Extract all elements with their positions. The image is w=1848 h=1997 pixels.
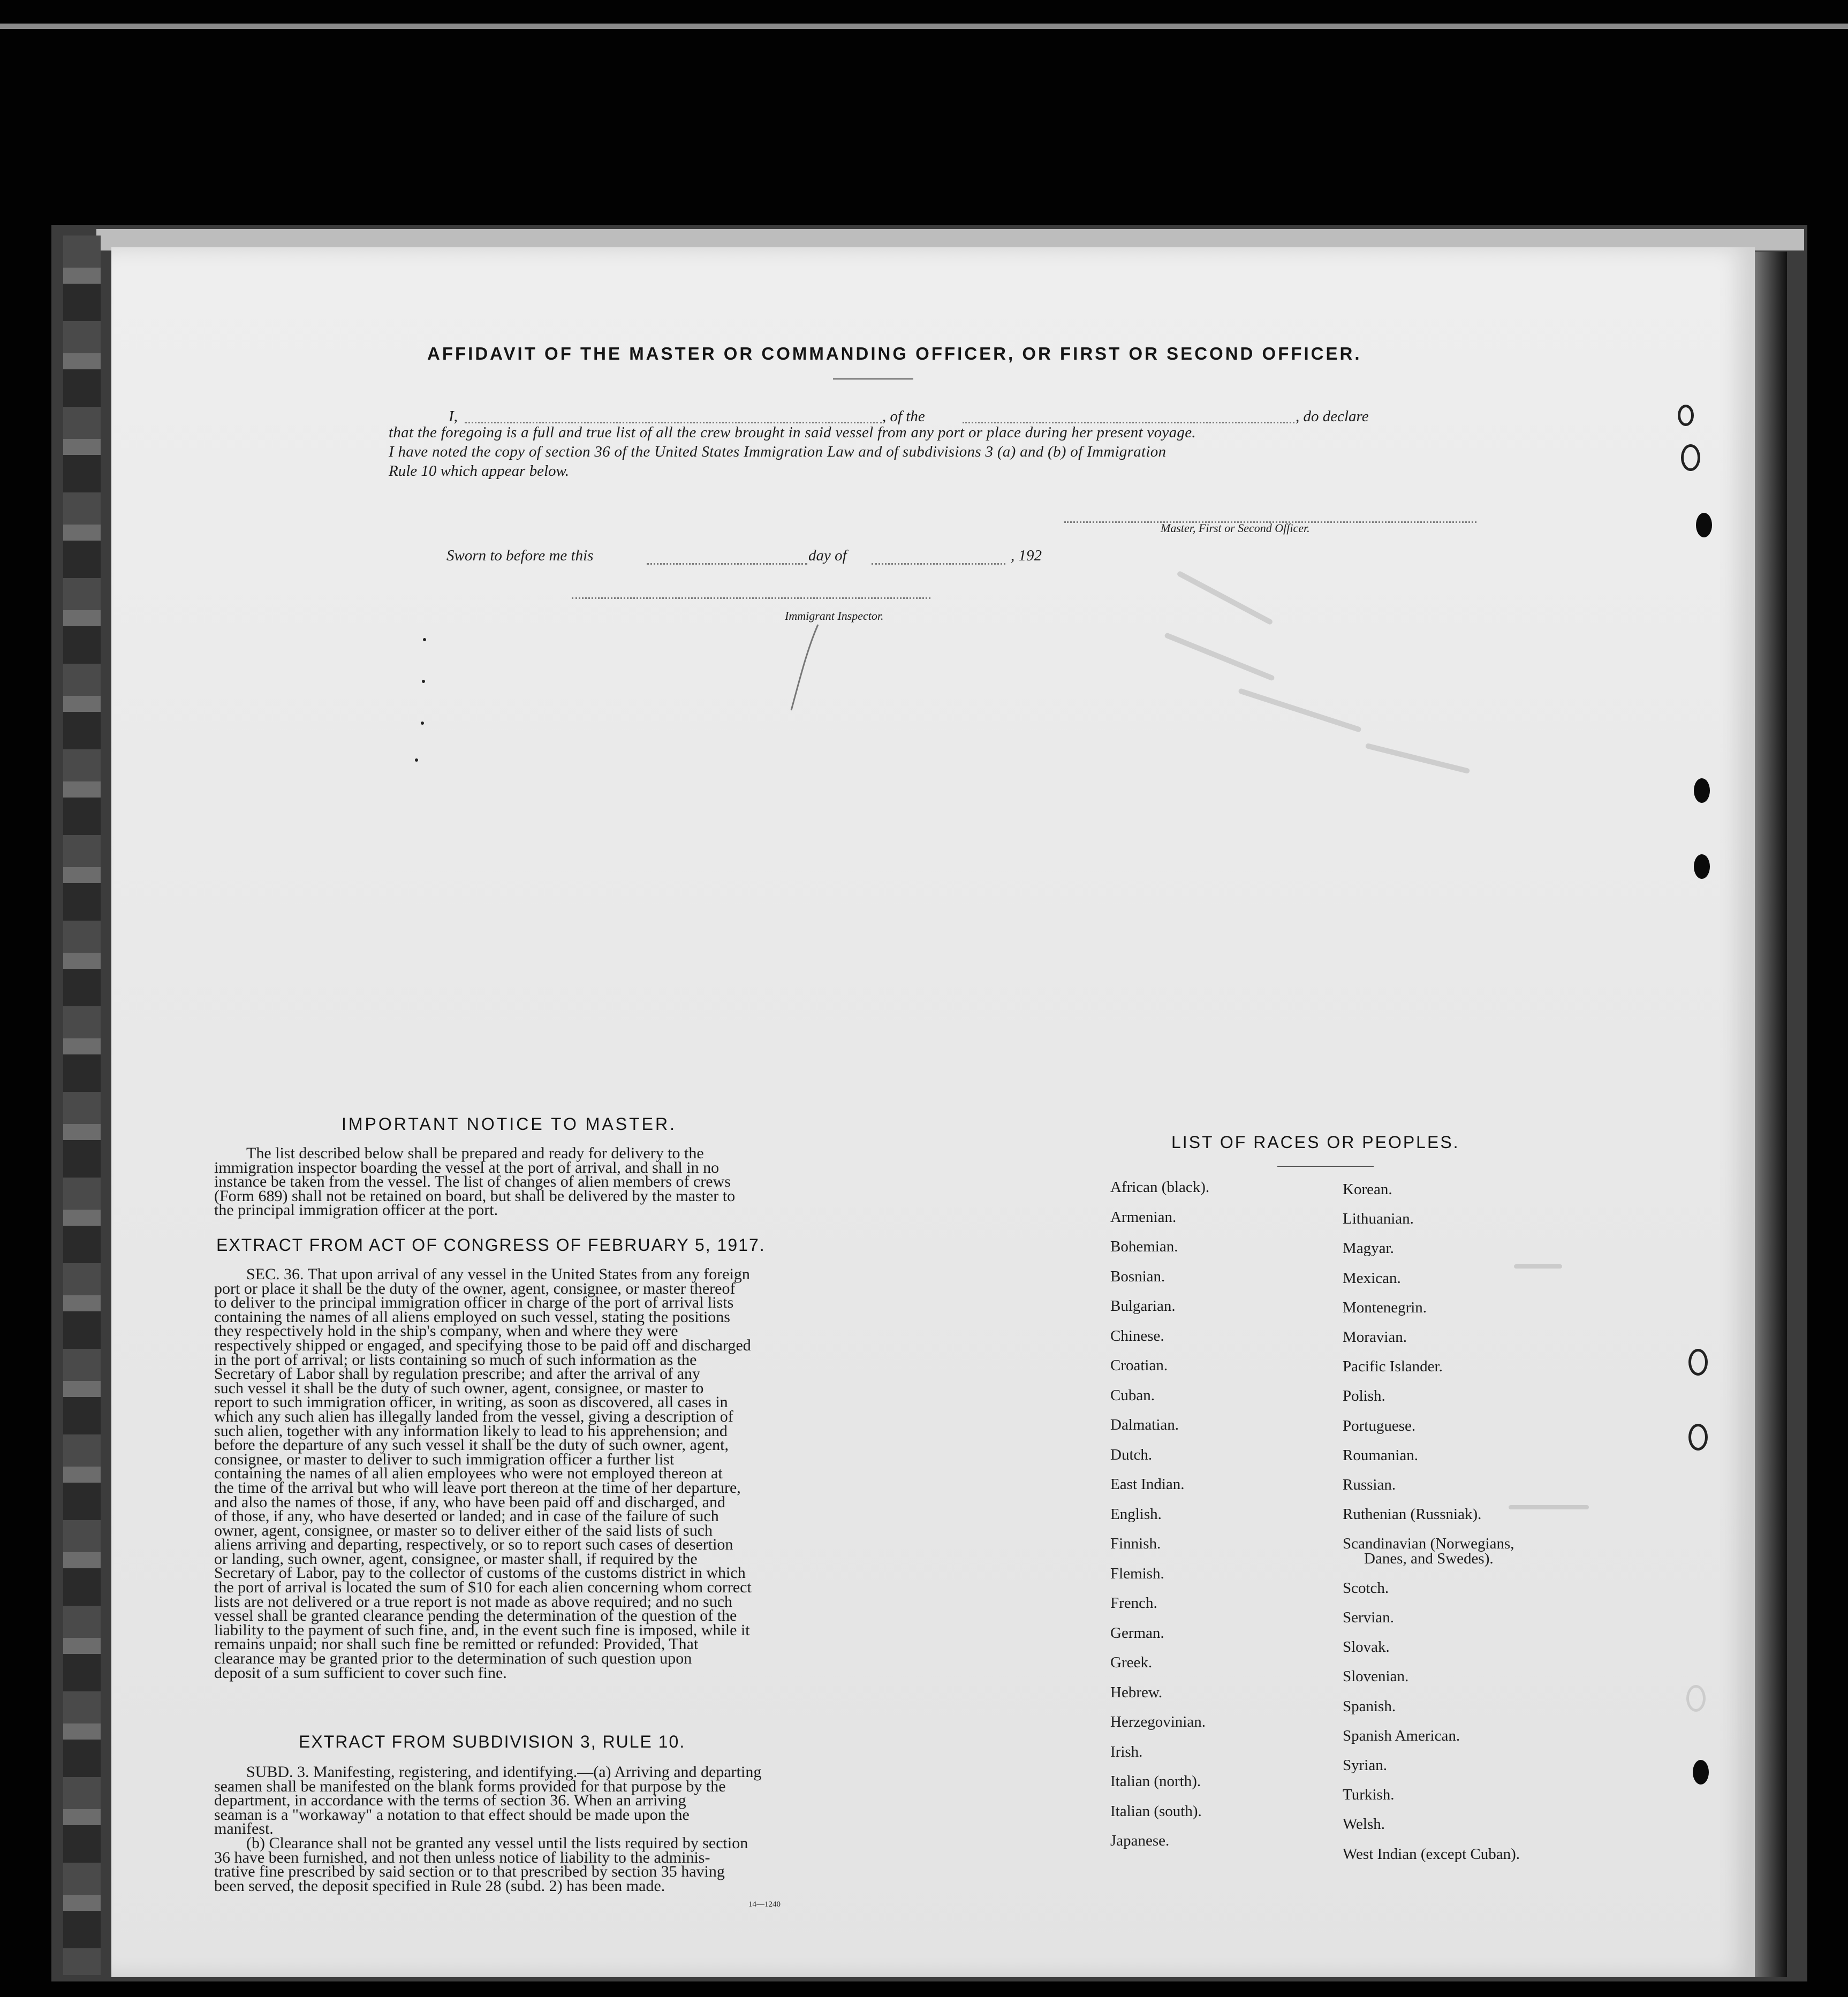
race-entry: Russian. xyxy=(1343,1476,1396,1493)
scanner-top-line xyxy=(0,24,1848,29)
bleed-through-mark xyxy=(1509,1505,1589,1509)
vessel-blank xyxy=(963,422,1294,423)
race-entry: Bulgarian. xyxy=(1110,1297,1176,1315)
text-line: SUBD. 3. Manifesting, registering, and identifying.—(a) Arriving and departing xyxy=(246,1763,762,1781)
year-label: , 192 xyxy=(1011,547,1042,564)
text-line: which any such alien has illegally landed from the vessel, giving a description of xyxy=(214,1407,733,1425)
race-entry: Spanish. xyxy=(1343,1697,1396,1715)
binder-hole-icon xyxy=(1693,1760,1709,1785)
race-entry: Irish. xyxy=(1110,1743,1143,1760)
race-entry: Slovak. xyxy=(1343,1638,1390,1656)
race-entry: Italian (north). xyxy=(1110,1773,1201,1790)
race-entry: Turkish. xyxy=(1343,1786,1395,1804)
stray-dot xyxy=(423,638,426,641)
race-entry: Lithuanian. xyxy=(1343,1210,1414,1228)
month-blank xyxy=(872,563,1005,565)
rule-extract-text xyxy=(214,1765,919,1893)
race-entry: Syrian. xyxy=(1343,1757,1387,1774)
form-code: 14—1240 xyxy=(748,1900,781,1909)
text-line: remains unpaid; nor shall such fine be remitted or refunded: Provided, That xyxy=(214,1635,699,1653)
notice-title: IMPORTANT NOTICE TO MASTER. xyxy=(342,1114,677,1134)
inspector-label: Immigrant Inspector. xyxy=(785,609,884,622)
race-entry: Chinese. xyxy=(1110,1327,1164,1345)
text-line: clearance may be granted prior to the determination of such question upon xyxy=(214,1650,692,1668)
race-entry: East Indian. xyxy=(1110,1476,1185,1493)
race-entry: Slovenian. xyxy=(1343,1668,1409,1685)
race-entry: Italian (south). xyxy=(1110,1802,1202,1820)
race-entry: Portuguese. xyxy=(1343,1417,1416,1434)
race-entry: Roumanian. xyxy=(1343,1446,1418,1464)
binder-hole-icon xyxy=(1688,1424,1708,1451)
race-entry: Ruthenian (Russniak). xyxy=(1343,1506,1482,1523)
race-entry: Scotch. xyxy=(1343,1579,1389,1597)
notice-line: immigration inspector boarding the vessel at the port of arrival, and shall in no xyxy=(214,1158,719,1176)
race-entry: Welsh. xyxy=(1343,1816,1385,1833)
text-line: such alien, together with any information likely to lead to his apprehension; and xyxy=(214,1422,728,1440)
binder-hole-icon xyxy=(1678,405,1694,426)
title-underline xyxy=(833,378,913,379)
text-line: consignee, or master to deliver to such immigration officer a further list xyxy=(214,1450,675,1468)
notice-line: The list described below shall be prepared and ready for delivery to the xyxy=(246,1144,704,1162)
text-line: seamen shall be manifested on the blank forms provided for that purpose by the xyxy=(214,1777,726,1795)
text-line: (b) Clearance shall not be granted any vessel until the lists required by section xyxy=(246,1834,748,1852)
races-underline xyxy=(1277,1166,1374,1167)
race-entry: German. xyxy=(1110,1624,1164,1642)
races-title: LIST OF RACES OR PEOPLES. xyxy=(1171,1133,1460,1152)
document-page xyxy=(111,247,1755,1977)
text-line: containing the names of all aliens employed on such vessel, stating the positions xyxy=(214,1308,730,1326)
bleed-through-mark xyxy=(1365,743,1470,774)
stray-dot xyxy=(415,758,418,762)
race-entry: Servian. xyxy=(1343,1609,1394,1626)
race-entry: Hebrew. xyxy=(1110,1683,1163,1701)
race-entry: Moravian. xyxy=(1343,1328,1407,1346)
text-line: the time of the arrival but who will leave port thereon at the time of her departure, xyxy=(214,1478,741,1497)
race-entry: French. xyxy=(1110,1594,1157,1612)
text-line: or landing, such owner, agent, consignee, or master shall, if required by the xyxy=(214,1550,698,1568)
text-line: Secretary of Labor, pay to the collector of customs of the customs district in which xyxy=(214,1564,746,1582)
pen-stroke xyxy=(786,622,823,713)
text-line: department, in accordance with the terms of section 36. When an arriving xyxy=(214,1791,686,1810)
notice-paragraph xyxy=(214,1146,929,1218)
race-entry: Magyar. xyxy=(1343,1240,1394,1257)
rule-extract-title: EXTRACT FROM SUBDIVISION 3, RULE 10. xyxy=(299,1732,686,1751)
sworn-day-blank xyxy=(647,563,807,565)
binder-hole-icon xyxy=(1694,778,1710,803)
sworn-label: Sworn to before me this xyxy=(446,547,594,564)
act-extract-title: EXTRACT FROM ACT OF CONGRESS OF FEBRUARY 5, 1917. xyxy=(216,1235,766,1255)
affidavit-title: AFFIDAVIT OF THE MASTER OR COMMANDING OFFICER, OR FIRST OR SECOND OFFICER. xyxy=(427,344,1362,363)
master-signature-label: Master, First or Second Officer. xyxy=(1161,521,1310,535)
text-line: of those, if any, who have deserted or landed; and in case of the failure of such xyxy=(214,1507,719,1525)
race-entry: Armenian. xyxy=(1110,1208,1177,1226)
race-entry: Korean. xyxy=(1343,1181,1392,1198)
binder-hole-icon xyxy=(1681,444,1700,471)
text-line: SEC. 36. That upon arrival of any vessel in the United States from any foreign xyxy=(246,1265,750,1283)
text-line: lists are not delivered or a true report is not made as above required; and no such xyxy=(214,1592,733,1611)
text-line: respectively shipped or engaged, and specifying those to be paid off and discharged xyxy=(214,1336,751,1354)
race-entry: Polish. xyxy=(1343,1387,1385,1405)
text-line: been served, the deposit specified in Rule 28 (subd. 2) has been made. xyxy=(214,1877,665,1895)
text-line: and also the names of those, if any, who have been paid off and discharged, and xyxy=(214,1493,725,1511)
race-entry: Japanese. xyxy=(1110,1832,1170,1849)
left-binding-strip xyxy=(63,236,101,1975)
text-line: such vessel it shall be the duty of such owner, agent, consignee, or master to xyxy=(214,1379,704,1397)
notice-line: (Form 689) shall not be retained on board, but shall be delivered by the master to xyxy=(214,1187,736,1205)
race-entry: Danes, and Swedes). xyxy=(1364,1550,1494,1567)
text-line: to deliver to the principal immigration officer in charge of the port of arrival lists xyxy=(214,1294,734,1312)
affidavit-line-2: that the foregoing is a full and true list of all the crew brought in said vessel from any port or place during her present voyage. xyxy=(389,424,1196,441)
affidavit-of-the: , of the xyxy=(882,408,925,425)
text-line: containing the names of all alien employees who were not employed thereon at xyxy=(214,1464,723,1483)
text-line: deposit of a sum sufficient to cover such fine. xyxy=(214,1664,507,1682)
text-line: owner, agent, consignee, or master so to deliver either of the said lists of such xyxy=(214,1521,713,1539)
text-line: before the departure of any such vessel it shall be the duty of such owner, agent, xyxy=(214,1436,729,1454)
race-entry: Cuban. xyxy=(1110,1386,1155,1404)
race-entry: Herzegovinian. xyxy=(1110,1713,1206,1730)
race-entry: Flemish. xyxy=(1110,1565,1164,1582)
bleed-through-mark xyxy=(1164,632,1275,681)
text-line: the port of arrival is located the sum of $10 for each alien concerning whom correct xyxy=(214,1578,752,1597)
text-line: liability to the payment of such fine, and, in the event such fine is imposed, while it xyxy=(214,1621,750,1639)
text-line: in the port of arrival; or lists containing so much of such information as the xyxy=(214,1350,697,1369)
race-entry: Finnish. xyxy=(1110,1535,1161,1552)
race-entry: Bosnian. xyxy=(1110,1267,1165,1285)
race-entry: African (black). xyxy=(1110,1179,1210,1196)
notice-line: the principal immigration officer at the port. xyxy=(214,1201,498,1219)
bleed-through-mark xyxy=(1176,571,1273,626)
race-entry: Dutch. xyxy=(1110,1446,1153,1463)
act-extract-text xyxy=(214,1267,929,1680)
race-entry: Bohemian. xyxy=(1110,1238,1178,1255)
binder-hole-icon xyxy=(1696,513,1712,537)
stray-dot xyxy=(421,722,424,725)
name-blank xyxy=(465,422,882,423)
stray-dot xyxy=(422,680,425,683)
text-line: they respectively hold in the ship's company, when and where they were xyxy=(214,1322,678,1340)
inspector-signature-blank xyxy=(572,597,930,599)
binder-hole-icon xyxy=(1688,1349,1708,1376)
bleed-through-mark xyxy=(1514,1264,1562,1269)
affidavit-line-4: Rule 10 which appear below. xyxy=(389,462,569,480)
affidavit-i: I, xyxy=(449,408,458,425)
text-line: aliens arriving and departing, respectively, or so to report such cases of desertion xyxy=(214,1536,733,1554)
race-entry: English. xyxy=(1110,1505,1162,1523)
binder-hole-icon xyxy=(1686,1685,1706,1712)
text-line: trative fine prescribed by said section or to that prescribed by section 35 having xyxy=(214,1863,725,1881)
text-line: 36 have been furnished, and not then unless notice of liability to the adminis- xyxy=(214,1848,710,1866)
text-line: seaman is a "workaway" a notation to that effect should be made upon the xyxy=(214,1805,690,1824)
race-entry: Pacific Islander. xyxy=(1343,1358,1443,1376)
race-entry: Greek. xyxy=(1110,1654,1153,1671)
text-line: vessel shall be granted clearance pending the determination of the question of the xyxy=(214,1607,737,1625)
race-entry: Spanish American. xyxy=(1343,1727,1460,1744)
race-entry: Croatian. xyxy=(1110,1357,1168,1374)
day-of-label: day of xyxy=(808,547,847,564)
page-edge-shadow xyxy=(1755,252,1787,1977)
race-entry: Dalmatian. xyxy=(1110,1416,1179,1433)
race-entry: Montenegrin. xyxy=(1343,1299,1427,1316)
affidavit-declare: , do declare xyxy=(1296,408,1369,425)
race-entry: Mexican. xyxy=(1343,1269,1401,1287)
bleed-through-mark xyxy=(1238,688,1361,733)
affidavit-line-3: I have noted the copy of section 36 of the United States Immigration Law and of subdivisions 3 (a) and (b) of Immigration xyxy=(389,443,1167,460)
text-line: Secretary of Labor shall by regulation prescribe; and after the arrival of any xyxy=(214,1365,700,1383)
text-line: report to such immigration officer, in writing, as soon as discovered, all cases in xyxy=(214,1393,728,1411)
notice-line: instance be taken from the vessel. The list of changes of alien members of crews xyxy=(214,1173,731,1191)
text-line: port or place it shall be the duty of the owner, agent, consignee, or master thereof xyxy=(214,1279,736,1297)
text-line: manifest. xyxy=(214,1820,274,1838)
race-entry: West Indian (except Cuban). xyxy=(1343,1845,1520,1863)
race-entry: Scandinavian (Norwegians, xyxy=(1343,1535,1514,1553)
binder-hole-icon xyxy=(1694,854,1710,879)
